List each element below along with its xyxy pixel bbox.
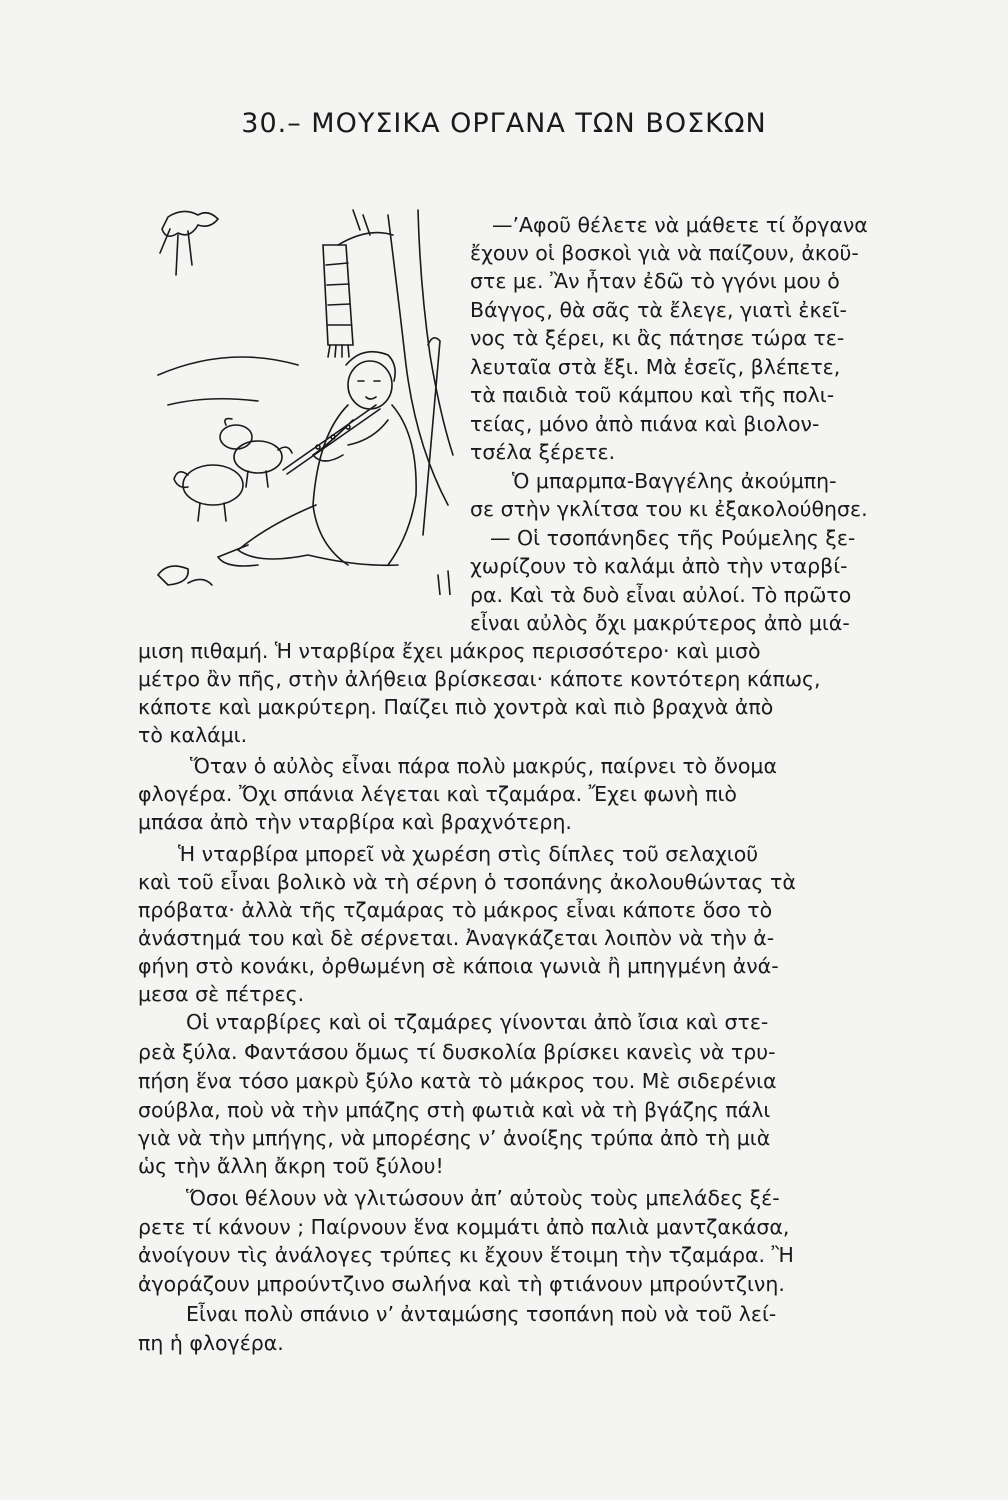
text-line: ἔχουν οἱ βοσκοὶ γιὰ νὰ παίζουν, ἀκοῦ- (470, 241, 859, 265)
text-line: κάποτε καὶ μακρύτερη. Παίζει πιὸ χοντρὰ καὶ πιὸ βραχνὰ ἀπὸ (138, 695, 774, 719)
text-line: τείας, μόνο ἀπὸ πιάνα καὶ βιολον- (470, 412, 820, 436)
text-line: —’Αφοῦ θέλετε νὰ μάθετε τί ὄργανα (492, 213, 868, 237)
text-line: Βάγγος, θὰ σᾶς τὰ ἔλεγε, γιατὶ ἐκεῖ- (470, 298, 847, 322)
text-line: ρετε τί κάνουν ; Παίρνουν ἕνα κομμάτι ἀπὸ παλιὰ μαντζακάσα, (138, 1215, 790, 1239)
text-line: Ἡ νταρβίρα μπορεῖ νὰ χωρέση στὶς δίπλες τοῦ σελαχιοῦ (178, 842, 759, 866)
text-line: μεσα σὲ πέτρες. (138, 982, 305, 1006)
text-line: γιὰ νὰ τὴν μπήγης, νὰ μπορέσης ν’ ἀνοίξης τρύπα ἀπὸ τὴ μιὰ (138, 1126, 771, 1150)
text-line: Οἱ νταρβίρες καὶ οἱ τζαμάρες γίνονται ἀπὸ ἴσια καὶ στε- (186, 1010, 769, 1034)
text-line: μιση πιθαμή. Ἡ νταρβίρα ἔχει μάκρος περισσότερο· καὶ μισὸ (138, 639, 761, 663)
text-line: φήνη στὸ κονάκι, ὀρθωμένη σὲ κάποια γωνιὰ ἢ μπηγμένη ἀνά- (138, 954, 779, 978)
text-line: μπάσα ἀπὸ τὴν νταρβίρα καὶ βραχνότερη. (138, 810, 572, 834)
text-line: σούβλα, ποὺ νὰ τὴν μπάζης στὴ φωτιὰ καὶ νὰ τὴ βγάζης πάλι (138, 1098, 771, 1122)
text-line: τὰ παιδιὰ τοῦ κάμπου καὶ τῆς πολι- (470, 383, 835, 407)
text-line: εἶναι αὐλὸς ὄχι μακρύτερος ἀπὸ μιά- (470, 611, 850, 635)
text-line: λευταῖα στὰ ἔξι. Μὰ ἐσεῖς, βλέπετε, (470, 355, 841, 379)
text-line: σε στὴν γκλίτσα του κι ἐξακολούθησε. (470, 497, 868, 521)
text-line: ρα. Καὶ τὰ δυὸ εἶναι αὐλοί. Τὸ πρῶτο (470, 583, 852, 607)
text-line: ἀγοράζουν μπρούντζινο σωλήνα καὶ τὴ φτιάνουν μπρούντζινη. (138, 1272, 785, 1296)
text-line: καὶ τοῦ εἶναι βολικὸ νὰ τὴ σέρνη ὁ τσοπάνης ἀκολουθώντας τὰ (138, 870, 796, 894)
text-line: πήση ἕνα τόσο μακρὺ ξύλο κατὰ τὸ μάκρος του. Μὲ σιδερένια (138, 1069, 777, 1093)
text-line: νος τὰ ξέρει, κι ἂς πάτησε τώρα τε- (470, 326, 845, 350)
shepherd-illustration (148, 205, 458, 595)
text-line: ρεὰ ξύλα. Φαντάσου ὅμως τί δυσκολία βρίσκει κανεὶς νὰ τρυ- (138, 1040, 776, 1064)
text-line: Ὅταν ὁ αὐλὸς εἶναι πάρα πολὺ μακρύς, παίρνει τὸ ὄνομα (190, 754, 777, 778)
text-line: μέτρο ἂν πῆς, στὴν ἀλήθεια βρίσκεσαι· κάποτε κοντότερη κάπως, (138, 667, 821, 691)
text-line: ἀνάστημά του καὶ δὲ σέρνεται. Ἀναγκάζεται λοιπὸν νὰ τὴν ἀ- (138, 926, 775, 950)
text-line: Εἶναι πολὺ σπάνιο ν’ ἀνταμώσης τσοπάνη ποὺ νὰ τοῦ λεί- (186, 1302, 777, 1326)
text-line: τσέλα ξέρετε. (470, 440, 616, 464)
text-line: ὡς τὴν ἄλλη ἄκρη τοῦ ξύλου! (138, 1154, 444, 1178)
text-line: ἀνοίγουν τὶς ἀνάλογες τρύπες κι ἔχουν ἕτοιμη τὴν τζαμάρα. Ἢ (138, 1243, 794, 1267)
text-line: φλογέρα. Ὄχι σπάνια λέγεται καὶ τζαμάρα. Ἔχει φωνὴ πιὸ (138, 782, 737, 806)
text-line: στε με. Ἂν ἦταν ἐδῶ τὸ γγόνι μου ὁ (470, 269, 840, 293)
text-line: χωρίζουν τὸ καλάμι ἀπὸ τὴν νταρβί- (470, 554, 848, 578)
text-line: πρόβατα· ἀλλὰ τῆς τζαμάρας τὸ μάκρος εἶναι κάποτε ὅσο τὸ (138, 898, 773, 922)
text-line: τὸ καλάμι. (138, 723, 248, 747)
text-line: Ὅσοι θέλουν νὰ γλιτώσουν ἀπ’ αὐτοὺς τοὺς μπελάδες ξέ- (186, 1186, 780, 1210)
text-line: πη ἡ φλογέρα. (138, 1331, 284, 1355)
page-title: 30.– ΜΟΥΣΙΚΑ ΟΡΓΑΝΑ ΤΩΝ ΒΟΣΚΩΝ (241, 108, 767, 139)
text-line: Ὁ μπαρμπα-Βαγγέλης ἀκούμπη- (512, 469, 837, 493)
text-line: — Οἱ τσοπάνηδες τῆς Ρούμελης ξε- (490, 526, 856, 550)
